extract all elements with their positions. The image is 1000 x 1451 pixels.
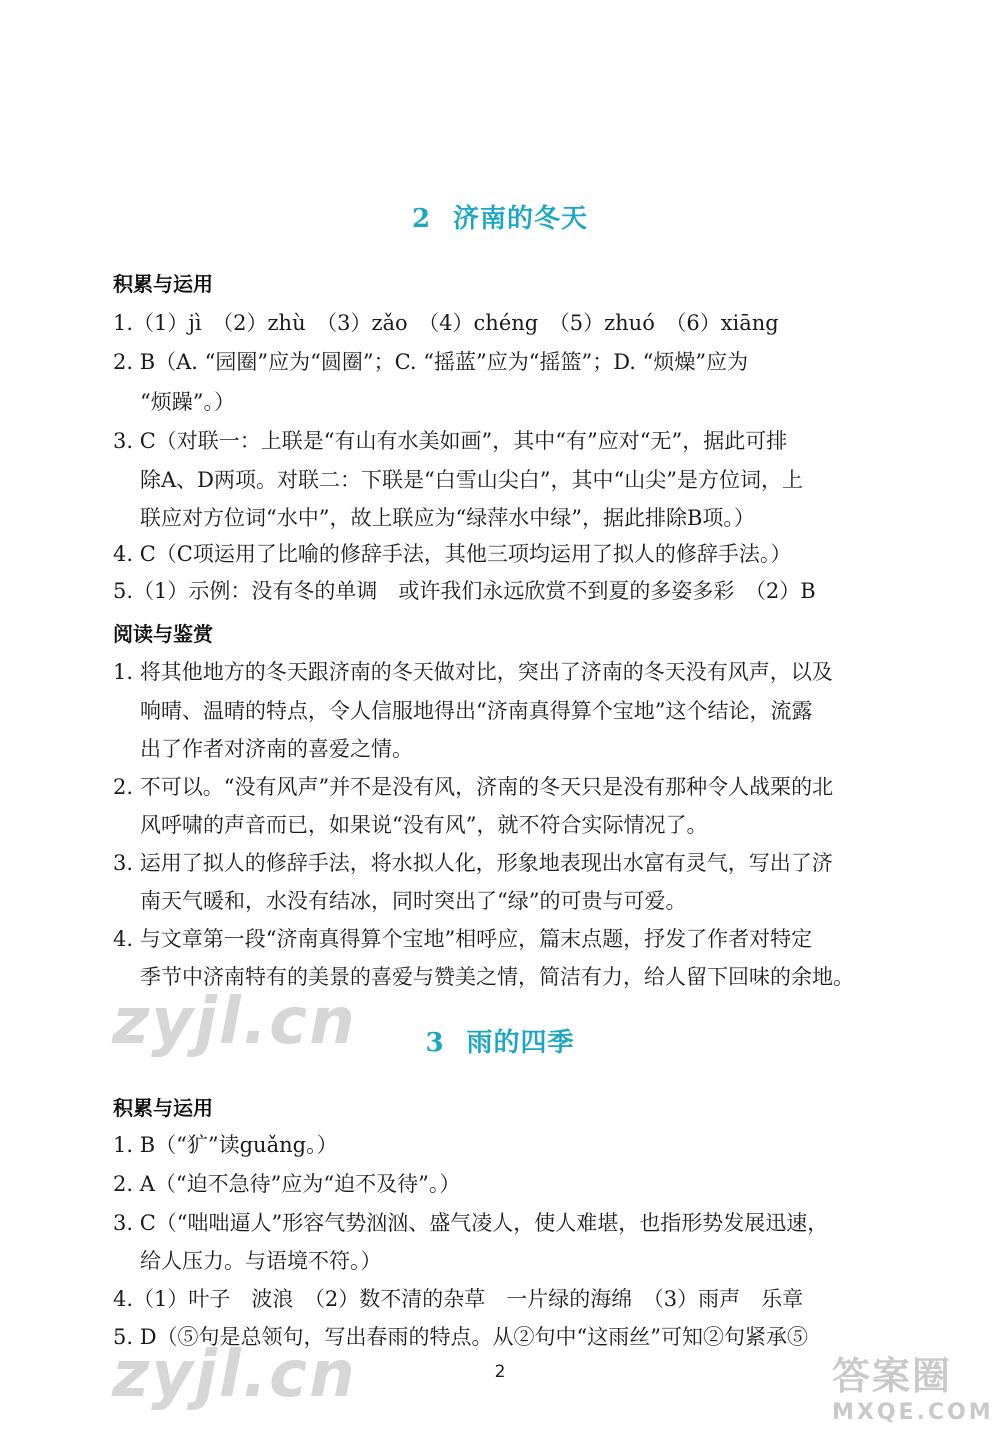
logo-text-cn: 答案圈 xyxy=(832,1354,953,1398)
section-number: 2 xyxy=(411,204,432,234)
answer-line: 3. C（对联一：上联是“有山有水美如画”，其中“有”应对“无”，据此可排 xyxy=(113,429,788,453)
answer-line: 给人压力。与语境不符。） xyxy=(140,1249,382,1273)
subhead-accumulation: 积累与运用 xyxy=(113,272,213,296)
answer-line: 4. 与文章第一段“济南真得算个宝地”相呼应，篇末点题，抒发了作者对特定 xyxy=(113,927,813,951)
site-logo xyxy=(832,1345,994,1445)
page-number: 2 xyxy=(494,1362,506,1382)
answer-line: 出了作者对济南的喜爱之情。 xyxy=(140,737,413,761)
section-number: 3 xyxy=(425,1028,445,1058)
subhead-reading: 阅读与鉴赏 xyxy=(113,622,213,646)
answer-line: 2. B（A. “园圈”应为“圆圈”；C. “摇蓝”应为“摇篮”；D. “烦燥”应为 xyxy=(113,350,749,374)
answer-line: 3. 运用了拟人的修辞手法，将水拟人化，形象地表现出水富有灵气，写出了济 xyxy=(113,851,833,875)
section-title-text: 济南的冬天 xyxy=(453,204,589,234)
watermark: zyjl.cn xyxy=(112,985,357,1059)
answer-line: 季节中济南特有的美景的喜爱与赞美之情，简洁有力，给人留下回味的余地。 xyxy=(140,965,854,989)
section-title-jinan xyxy=(0,198,1000,235)
answer-line: 1. B（“犷”读guǎng。） xyxy=(113,1133,338,1157)
answer-line: 1. 将其他地方的冬天跟济南的冬天做对比，突出了济南的冬天没有风声，以及 xyxy=(113,660,833,684)
answer-line: 响晴、温晴的特点，令人信服地得出“济南真得算个宝地”这个结论，流露 xyxy=(140,699,813,723)
section-title-text: 雨的四季 xyxy=(466,1028,575,1058)
answer-line: 联应对方位词“水中”，故上联应为“绿萍水中绿”，据此排除B项。） xyxy=(140,506,755,530)
answer-line: 除A、D两项。对联二：下联是“白雪山尖白”，其中“山尖”是方位词，上 xyxy=(140,468,803,492)
answer-line: 2. 不可以。“没有风声”并不是没有风，济南的冬天只是没有那种令人战栗的北 xyxy=(113,775,834,799)
logo-text-en: MXQE.COM xyxy=(832,1400,994,1425)
answer-line: 4. C（C项运用了比喻的修辞手法，其他三项均运用了拟人的修辞手法。） xyxy=(113,542,792,566)
answer-line: 4.（1）叶子 波浪 （2）数不清的杂草 一片绿的海绵 （3）雨声 乐章 xyxy=(113,1287,804,1311)
answer-line: 1.（1）jì （2）zhù （3）zǎo （4）chéng （5）zhuó （6）xiāng xyxy=(113,311,779,335)
section-title-rain xyxy=(0,1022,1000,1059)
answer-line: 2. A（“迫不急待”应为“迫不及待”。） xyxy=(113,1172,461,1196)
subhead-accumulation: 积累与运用 xyxy=(113,1096,213,1120)
answer-line: 风呼啸的声音而已，如果说“没有风”，就不符合实际情况了。 xyxy=(140,813,708,837)
watermark: zyjl.cn xyxy=(112,1338,357,1412)
answer-line: 3. C（“咄咄逼人”形容气势汹汹、盛气凌人，使人难堪，也指形势发展迅速， xyxy=(113,1211,829,1235)
answer-line: 5. D（⑤句是总领句，写出春雨的特点。从②句中“这雨丝”可知②句紧承⑤ xyxy=(113,1325,809,1349)
answer-line: “烦躁”。） xyxy=(140,390,235,414)
answer-line: 南天气暖和，水没有结冰，同时突出了“绿”的可贵与可爱。 xyxy=(140,889,687,913)
answer-line: 5.（1）示例：没有冬的单调 或许我们永远欣赏不到夏的多姿多彩 （2）B xyxy=(113,579,816,603)
